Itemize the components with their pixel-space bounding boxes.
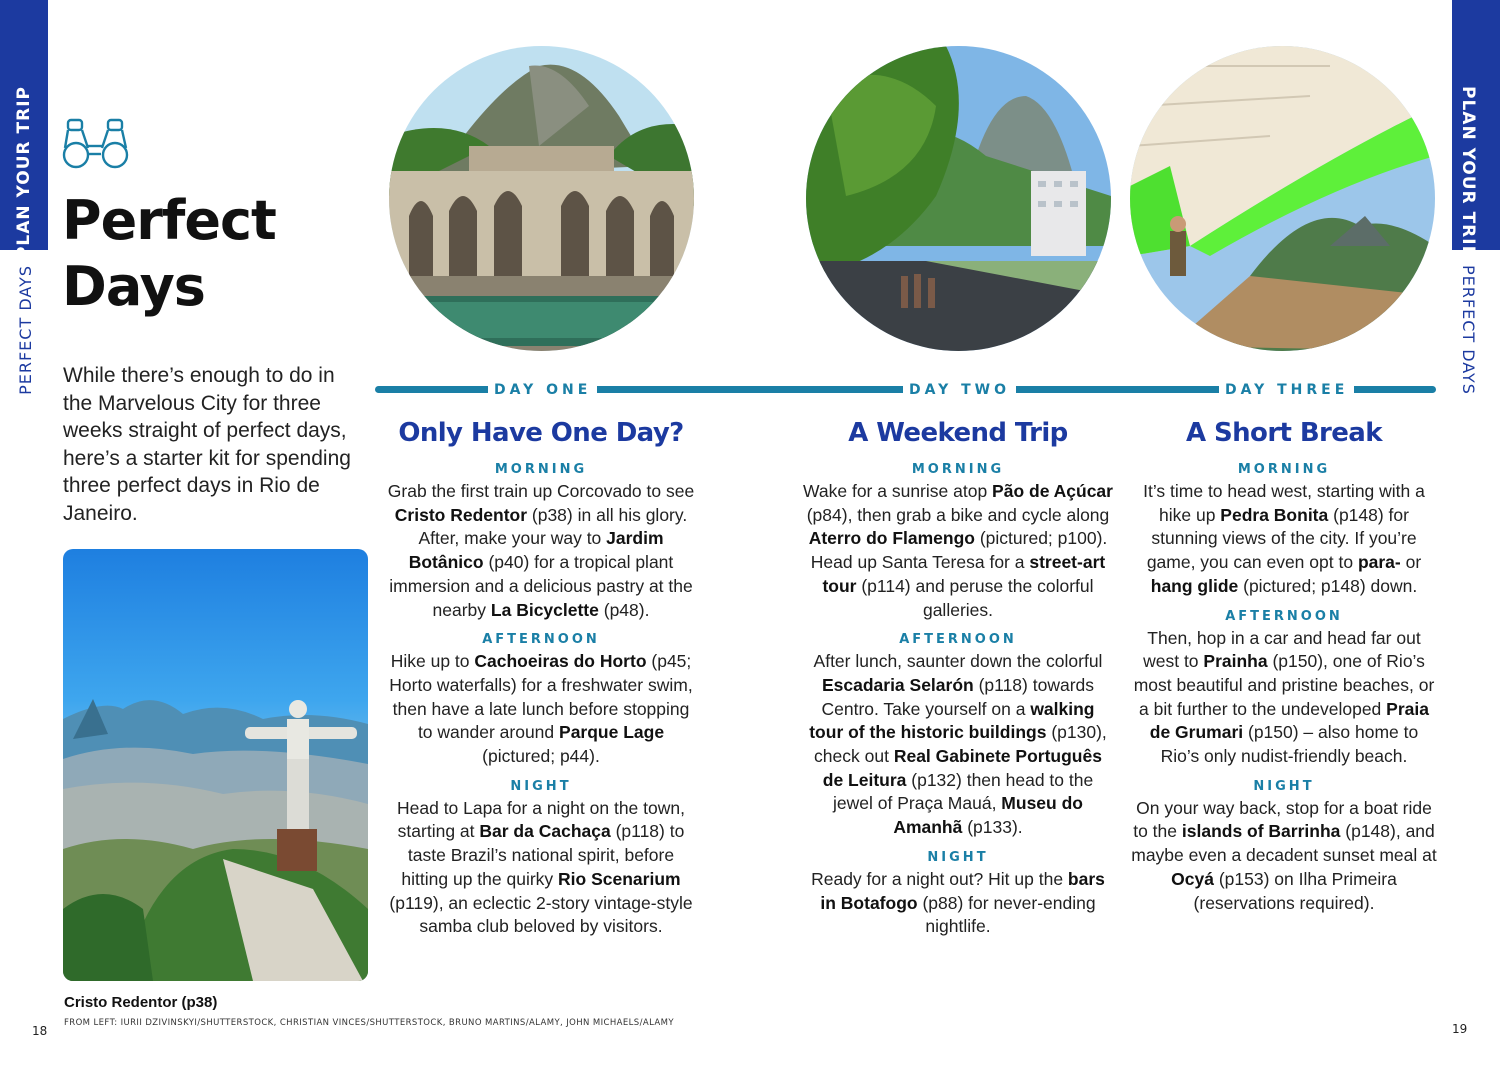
left-tab-label: PLAN YOUR TRIP: [14, 86, 34, 260]
highlight-place: walking tour of the historic buildings: [809, 698, 1095, 743]
highlight-place: Pedra Bonita: [1220, 504, 1329, 525]
cristo-redentor-photo: [63, 549, 368, 981]
night-text: Head to Lapa for a night on the town, starting at Bar da Cachaça (p118) to taste Brazil’s national spirit, before hitting up the quirky Rio Scenarium (p119), an eclectic 2-story vintage-style samba club beloved by visitors.: [389, 797, 693, 937]
day-three-label: DAY THREE: [1219, 380, 1354, 400]
hang-glide-photo: [1130, 46, 1435, 351]
page-number-left: 18: [32, 1024, 48, 1038]
highlight-place: La Bicyclette: [490, 599, 599, 620]
morning-text: It’s time to head west, starting with a hike up Pedra Bonita (p148) for stunning views of the city. If you’re game, you can even opt to para- or hang glide (pictured; p148) down.: [1143, 481, 1425, 596]
day-one-heading: Only Have One Day?: [398, 418, 684, 448]
afternoon-text: Hike up to Cachoeiras do Horto (p45; Horto waterfalls) for a freshwater swim, then have a late lunch before stopping to wander around Parque Lage (pictured; p44).: [389, 651, 693, 767]
highlight-place: para-: [1357, 552, 1401, 573]
intro-text: While there’s enough to do in the Marvelous City for three weeks straight of perfect days, here’s a starter kit for spending three perfect days in Rio de Janeiro.: [63, 364, 351, 525]
afternoon-text: After lunch, saunter down the colorful Escadaria Selarón (p118) towards Centro. Take yourself on a walking tour of the historic buildings (p130), check out Real Gabinete Português de Leitura (p132) then head to the jewel of Praça Mauá, Museu do Amanhã (p133).: [809, 651, 1107, 838]
parque-lage-photo: [389, 46, 694, 351]
highlight-place: Prainha: [1203, 651, 1268, 672]
highlight-place: Cachoeiras do Horto: [474, 651, 647, 672]
right-section-label: PERFECT DAYS: [1459, 265, 1478, 395]
morning-text: Wake for a sunrise atop Pão de Açúcar (p84), then grab a bike and cycle along Aterro do Flamengo (pictured; p100). Head up Santa Teresa for a street-art tour (p114) and peruse the colorful galleries.: [803, 481, 1113, 620]
afternoon-label: AFTERNOON: [1225, 608, 1343, 624]
left-section-label: PERFECT DAYS: [16, 265, 35, 395]
highlight-place: hang glide: [1150, 575, 1239, 596]
highlight-place: bars in Botafogo: [820, 868, 1105, 913]
title-line2: Days: [62, 255, 205, 318]
afternoon-label: AFTERNOON: [899, 632, 1017, 648]
morning-text: Grab the first train up Corcovado to see Cristo Redentor (p38) in all his glory. After, make your way to Jardim Botânico (p40) for a tropical plant immersion and a delicious pastry at the nearby La Bicyclette (p48).: [387, 481, 695, 620]
night-text: On your way back, stop for a boat ride to the islands of Barrinha (p148), and maybe even a decadent sunset meal at Ocyá (p153) on Ilha Primeira (reservations required).: [1131, 797, 1437, 913]
highlight-place: Praia de Grumari: [1149, 698, 1429, 743]
right-tab-label: PLAN YOUR TRIP: [1458, 86, 1478, 260]
day-one-label: DAY ONE: [488, 380, 597, 400]
night-label: NIGHT: [1253, 778, 1315, 794]
highlight-place: Jardim Botânico: [408, 528, 664, 573]
day-two-heading: A Weekend Trip: [848, 418, 1068, 448]
highlight-place: Ocyá: [1171, 868, 1214, 889]
highlight-place: islands of Barrinha: [1181, 821, 1341, 842]
highlight-place: Real Gabinete Português de Leitura: [822, 746, 1102, 790]
title-line1: Perfect: [62, 189, 276, 252]
highlight-place: Parque Lage: [559, 722, 665, 743]
morning-label: MORNING: [1237, 462, 1331, 477]
afternoon-text: Then, hop in a car and head far out west to Prainha (p150), one of Rio’s most beautiful and pristine beaches, or a bit further to the undeveloped Praia de Grumari (p150) – also home to Rio’s only nudist-friendly beach.: [1133, 627, 1435, 767]
night-label: NIGHT: [510, 778, 572, 794]
aterro-do-flamengo-photo: [806, 46, 1111, 351]
highlight-place: Rio Scenarium: [558, 868, 681, 889]
highlight-place: Aterro do Flamengo: [808, 528, 975, 549]
day-one-column: [386, 460, 696, 939]
highlight-place: Bar da Cachaça: [479, 821, 611, 842]
night-label: NIGHT: [927, 849, 989, 865]
highlight-place: Cristo Redentor: [394, 504, 528, 525]
afternoon-label: AFTERNOON: [482, 632, 600, 648]
highlight-place: Pão de Açúcar: [992, 481, 1113, 501]
photo-credits: FROM LEFT: IURII DZIVINSKYI/SHUTTERSTOCK, CHRISTIAN VINCES/SHUTTERSTOCK, BRUNO MARTINS/ALAMY, JOHN MICHAELS/ALAMY: [64, 1018, 674, 1028]
day-three-heading: A Short Break: [1186, 418, 1382, 448]
day-three-column: [1130, 460, 1438, 915]
morning-label: MORNING: [494, 462, 588, 477]
highlight-place: Museu do Amanhã: [893, 793, 1083, 838]
morning-label: MORNING: [911, 462, 1005, 477]
highlight-place: Escadaria Selarón: [821, 674, 974, 695]
page-number-right: 19: [1452, 1022, 1468, 1036]
day-two-column: [803, 460, 1113, 939]
binoculars-icon: [62, 118, 132, 170]
photo-caption: Cristo Redentor (p38): [64, 994, 218, 1011]
page-title: [62, 188, 276, 320]
highlight-place: street-art tour: [822, 552, 1106, 596]
night-text: Ready for a night out? Hit up the bars in Botafogo (p88) for never-ending nightlife.: [811, 868, 1105, 937]
day-two-label: DAY TWO: [903, 380, 1016, 400]
